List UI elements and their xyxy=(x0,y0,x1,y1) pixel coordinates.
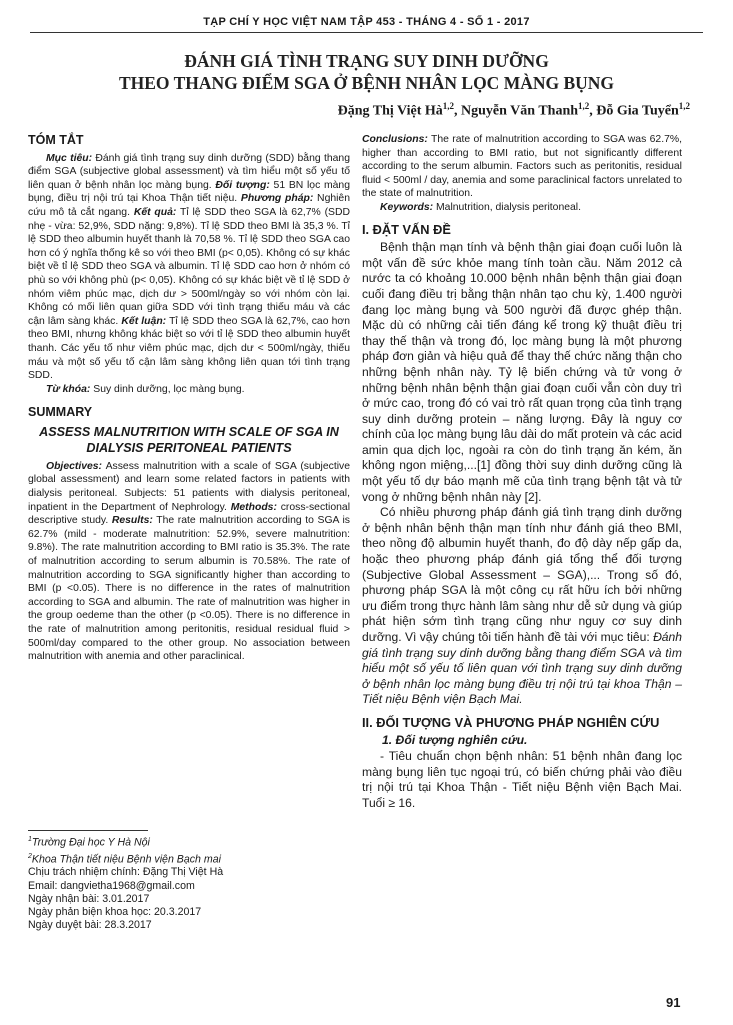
summary-title: ASSESS MALNUTRITION WITH SCALE OF SGA IN DIALYSIS PERITONEAL PATIENTS xyxy=(39,424,339,455)
objectives-text: Assess malnutrition with a scale of SGA (subjective global assessment) and learn some related factors in patients with dialysis peritoneal. Subjects: 51 patients with dialysis peritoneal, inpatient in the Department of Nephrology. xyxy=(28,460,350,513)
review-date: Ngày phản biện khoa học: 20.3.2017 xyxy=(28,906,202,919)
email: Email: dangvietha1968@gmail.com xyxy=(28,879,195,892)
footnotes xyxy=(28,830,350,932)
author-1: Đặng Thị Việt Hà xyxy=(337,103,443,119)
keywords xyxy=(362,201,682,215)
ketluan-label: Kết luận: xyxy=(121,315,167,327)
section-1-heading: I. ĐẶT VẤN ĐỀ xyxy=(362,221,451,237)
article-title xyxy=(30,50,703,94)
tomtat-abstract xyxy=(28,152,350,383)
title-line-2: THEO THANG ĐIỂM SGA Ở BỆNH NHÂN LỌC MÀNG BỤNG xyxy=(118,73,615,93)
results-label: Results: xyxy=(111,515,153,527)
methods-label: Methods: xyxy=(230,501,277,513)
journal-header xyxy=(30,12,703,33)
ketqua-text: Tỉ lệ SDD theo SGA là 62,7% (SDD nhẹ - vừa: 52,9%, SDD nặng: 9,8%). Tỉ lệ SDD theo BMI là 35,3 %. Tỉ lệ SDD theo albumin huyết thanh là 70,58 %. Tỉ lệ SDD theo SGA cao hơn có ý nghĩa thống kê so với theo BMI (p< 0,05). Không có sự khác biệt về tỉ lệ SDD theo SGA và albumin. Tỉ lệ SDD cao hơn ở nhóm có phù so với không phù (p< 0,05). Không có sự khác biệt về tỉ lệ SDD ở nhóm viêm phúc mạc, dịch dư > 500ml/ngày so với nhóm còn lại. Không có mối liên quan giữa SDD với tình trạng thiếu máu và các cận lâm sàng khác. xyxy=(28,206,350,327)
summary-heading: SUMMARY xyxy=(28,405,93,420)
section-1-paragraph-2-text: Có nhiều phương pháp đánh giá tình trạng dinh dưỡng ở bệnh nhân bệnh thận mạn tính như đánh giá theo BMI, theo nồng độ albumin huyết thanh, đo độ dày nếp gấp da, hoặc theo phương pháp đánh giá tổng thể đối tượng (Subjective Global Assessment – SGA),... Trong số đó, phương pháp SGA là một công cụ rất hữu ích bởi những ưu điểm trong thực hành lâm sàng như dễ sử dụng và giúp phát hiện sớm tình trạng cũng như nguy cơ suy dinh dưỡng. Vì vậy chúng tôi tiến hành đề tài với mục tiêu: xyxy=(362,505,682,644)
objectives-label: Objectives: xyxy=(46,460,103,472)
conclusions-label: Conclusions: xyxy=(362,134,428,145)
left-column xyxy=(28,132,350,664)
author-list xyxy=(30,101,690,120)
author-3-affil: 1,2 xyxy=(678,101,690,111)
phuongphap-label: Phương pháp: xyxy=(240,193,314,205)
doituong-text: 51 BN lọc màng bụng, điều trị nội trú tại Khoa Thận tiết niệu. xyxy=(28,179,350,205)
section-2-subheading: 1. Đối tượng nghiên cứu. xyxy=(382,732,528,747)
title-line-1: ĐÁNH GIÁ TÌNH TRẠNG SUY DINH DƯỠNG xyxy=(184,51,549,71)
footnote-rule xyxy=(28,830,148,831)
page-number: 91 xyxy=(666,995,681,1010)
tukhoa xyxy=(28,383,350,397)
ketluan-text: Tỉ lệ SDD theo SGA là 62,7%, cao hơn theo BMI, nhưng không khác biệt so với tỉ lệ SDD theo albumin huyết thanh. Các yếu tố như viêm phúc mạc, dịch dư < 500ml/ngày, thiếu máu và một số yếu tố cận lâm sàng không liên quan tới tình trạng SDD. xyxy=(28,315,350,382)
right-column xyxy=(362,133,682,812)
results-text: The rate malnutrition according to SGA is 62.7% (mild - moderate malnutrition: 52.9%, severe malnutrition: 9.8%). The rate malnutrition according to BMI ratio is 35.3%. The rate of malnutrition according to serum albumin is 70.58%. The rate of malnutrition according to SGA significantly higher than according to BMI (p <0.05). There is no difference in the rates of malnutrition according to SGA and albumin. The rate of malnutrition was higher in the group oedeme than the other (p <0.05). There is no difference in the rate of malnutrition among peritonitis, residual residual fluid > 500ml/day compared to the other group. No association between malnutrition with anemia and other paraclinical. xyxy=(28,515,350,663)
phuongphap-text: Nghiên cứu mô tả cắt ngang. xyxy=(28,193,350,218)
author-separator: , xyxy=(454,103,462,119)
conclusions-text: The rate of malnutrition according to SGA was 62.7%, higher than according to BMI ratio, but not significantly different according to the serum albumin. Factors such as peritonitis, residual fluid < 500ml / day, anemia and some paraclinical factors unrelated to the state of malnutrition. xyxy=(362,134,682,200)
section-2-paragraph-1: - Tiêu chuẩn chọn bệnh nhân: 51 bệnh nhân đang lọc màng bụng liên tục ngoại trú, có biến chứng phải vào điều trị nội trú tại Khoa Thận - Tiết niệu Bệnh viện Bạch Mai. Tuổi ≥ 16. xyxy=(362,749,682,810)
keywords-label: Keywords: xyxy=(380,201,434,213)
accepted-date: Ngày duyệt bài: 28.3.2017 xyxy=(28,919,152,932)
corresponding-author: Chịu trách nhiệm chính: Đặng Thị Việt Hà xyxy=(28,866,224,879)
footnote-2-text: Khoa Thận tiết niệu Bệnh viện Bạch mai xyxy=(31,853,221,866)
footnote-2 xyxy=(28,850,350,867)
methods-text: cross-sectional descriptive study. xyxy=(28,501,350,527)
study-goal: Đánh giá tình trạng suy dinh dưỡng bằng thang điểm SGA và tìm hiểu một số yếu tố liên quan với tình trạng suy dinh dưỡng ở bệnh nhân lọc màng bụng điều trị nội trú tại khoa Thận – Tiết niệu Bệnh viện Bạch Mai. xyxy=(362,630,682,707)
footnote-1-text: Trường Đại học Y Hà Nội xyxy=(31,836,150,849)
ketqua-label: Kết quả: xyxy=(133,206,177,218)
author-separator: , xyxy=(589,103,597,119)
section-1-paragraph-1: Bệnh thận mạn tính và bệnh thận giai đoạn cuối luôn là một vấn đề sức khỏe mang tính toàn cầu. Năm 2012 cả nước ta có khoảng 10.000 bệnh nhân bệnh thận giai đoạn cuối đang điều trị bằng thận nhân tạo chu kỳ, 1.400 người đang lọc màng bụng và 500 người đã được ghép thận. Mặc dù có những cải tiến đáng kể trong kỹ thuật điều trị thay thế thận và trong đó, lọc màng bụng là một phương pháp đơn giản và hiệu quả để thay thế chức năng thận cho những bệnh nhân này. Tỷ lệ biến chứng và tử vong ở những bệnh nhân bệnh thận giai đoạn cuối vẫn còn duy trì ở mức cao, trong đó có vai trò rất quan trọng của tình trạng suy dinh dưỡng protein – năng lượng. Đây là nguy cơ chính của lọc màng bụng lâu dài do mất protein và các acid amin qua dịch lọc, ngoài ra còn do tình trạng ăn kém, ăn không ngon miệng,...[1] đồng thời suy dinh dưỡng cũng là một yếu tố dự báo mạnh mẽ của tình trạng bệnh tật và tử vong ở những bệnh nhân này [2]. xyxy=(362,240,682,504)
author-2: Nguyễn Văn Thanh xyxy=(461,103,579,119)
tukhoa-label: Từ khóa: xyxy=(46,383,91,395)
tomtat-heading: TÓM TẮT xyxy=(28,133,84,147)
received-date: Ngày nhận bài: 3.01.2017 xyxy=(28,892,150,905)
muctieu-label: Mục tiêu: xyxy=(46,152,93,164)
doituong-label: Đối tượng: xyxy=(215,179,270,191)
section-2-heading: II. ĐỐI TƯỢNG VÀ PHƯƠNG PHÁP NGHIÊN CỨU xyxy=(362,714,660,730)
footnote-1-mark: 1 xyxy=(28,836,32,843)
summary-abstract xyxy=(28,460,350,664)
muctieu-text: Đánh giá tình trạng suy dinh dưỡng (SDD) bằng thang điểm SGA (subjective global assessment) và tìm hiểu một số yếu tố liên quan ở bệnh nhân lọc màng bụng. xyxy=(28,152,350,191)
author-1-affil: 1,2 xyxy=(442,101,455,111)
keywords-text: Malnutrition, dialysis peritoneal. xyxy=(433,201,581,213)
tukhoa-text: Suy dinh dưỡng, lọc màng bụng. xyxy=(90,383,245,395)
section-1-paragraph-2 xyxy=(362,505,682,708)
author-2-affil: 1,2 xyxy=(578,101,590,111)
footnote-1 xyxy=(28,833,350,850)
author-3: Đỗ Gia Tuyển xyxy=(596,103,679,119)
summary-continued xyxy=(362,133,682,201)
footnote-2-mark: 2 xyxy=(28,852,32,860)
journal-header-text: TẠP CHÍ Y HỌC VIỆT NAM TẬP 453 - THÁNG 4 - SỐ 1 - 2017 xyxy=(203,16,530,28)
